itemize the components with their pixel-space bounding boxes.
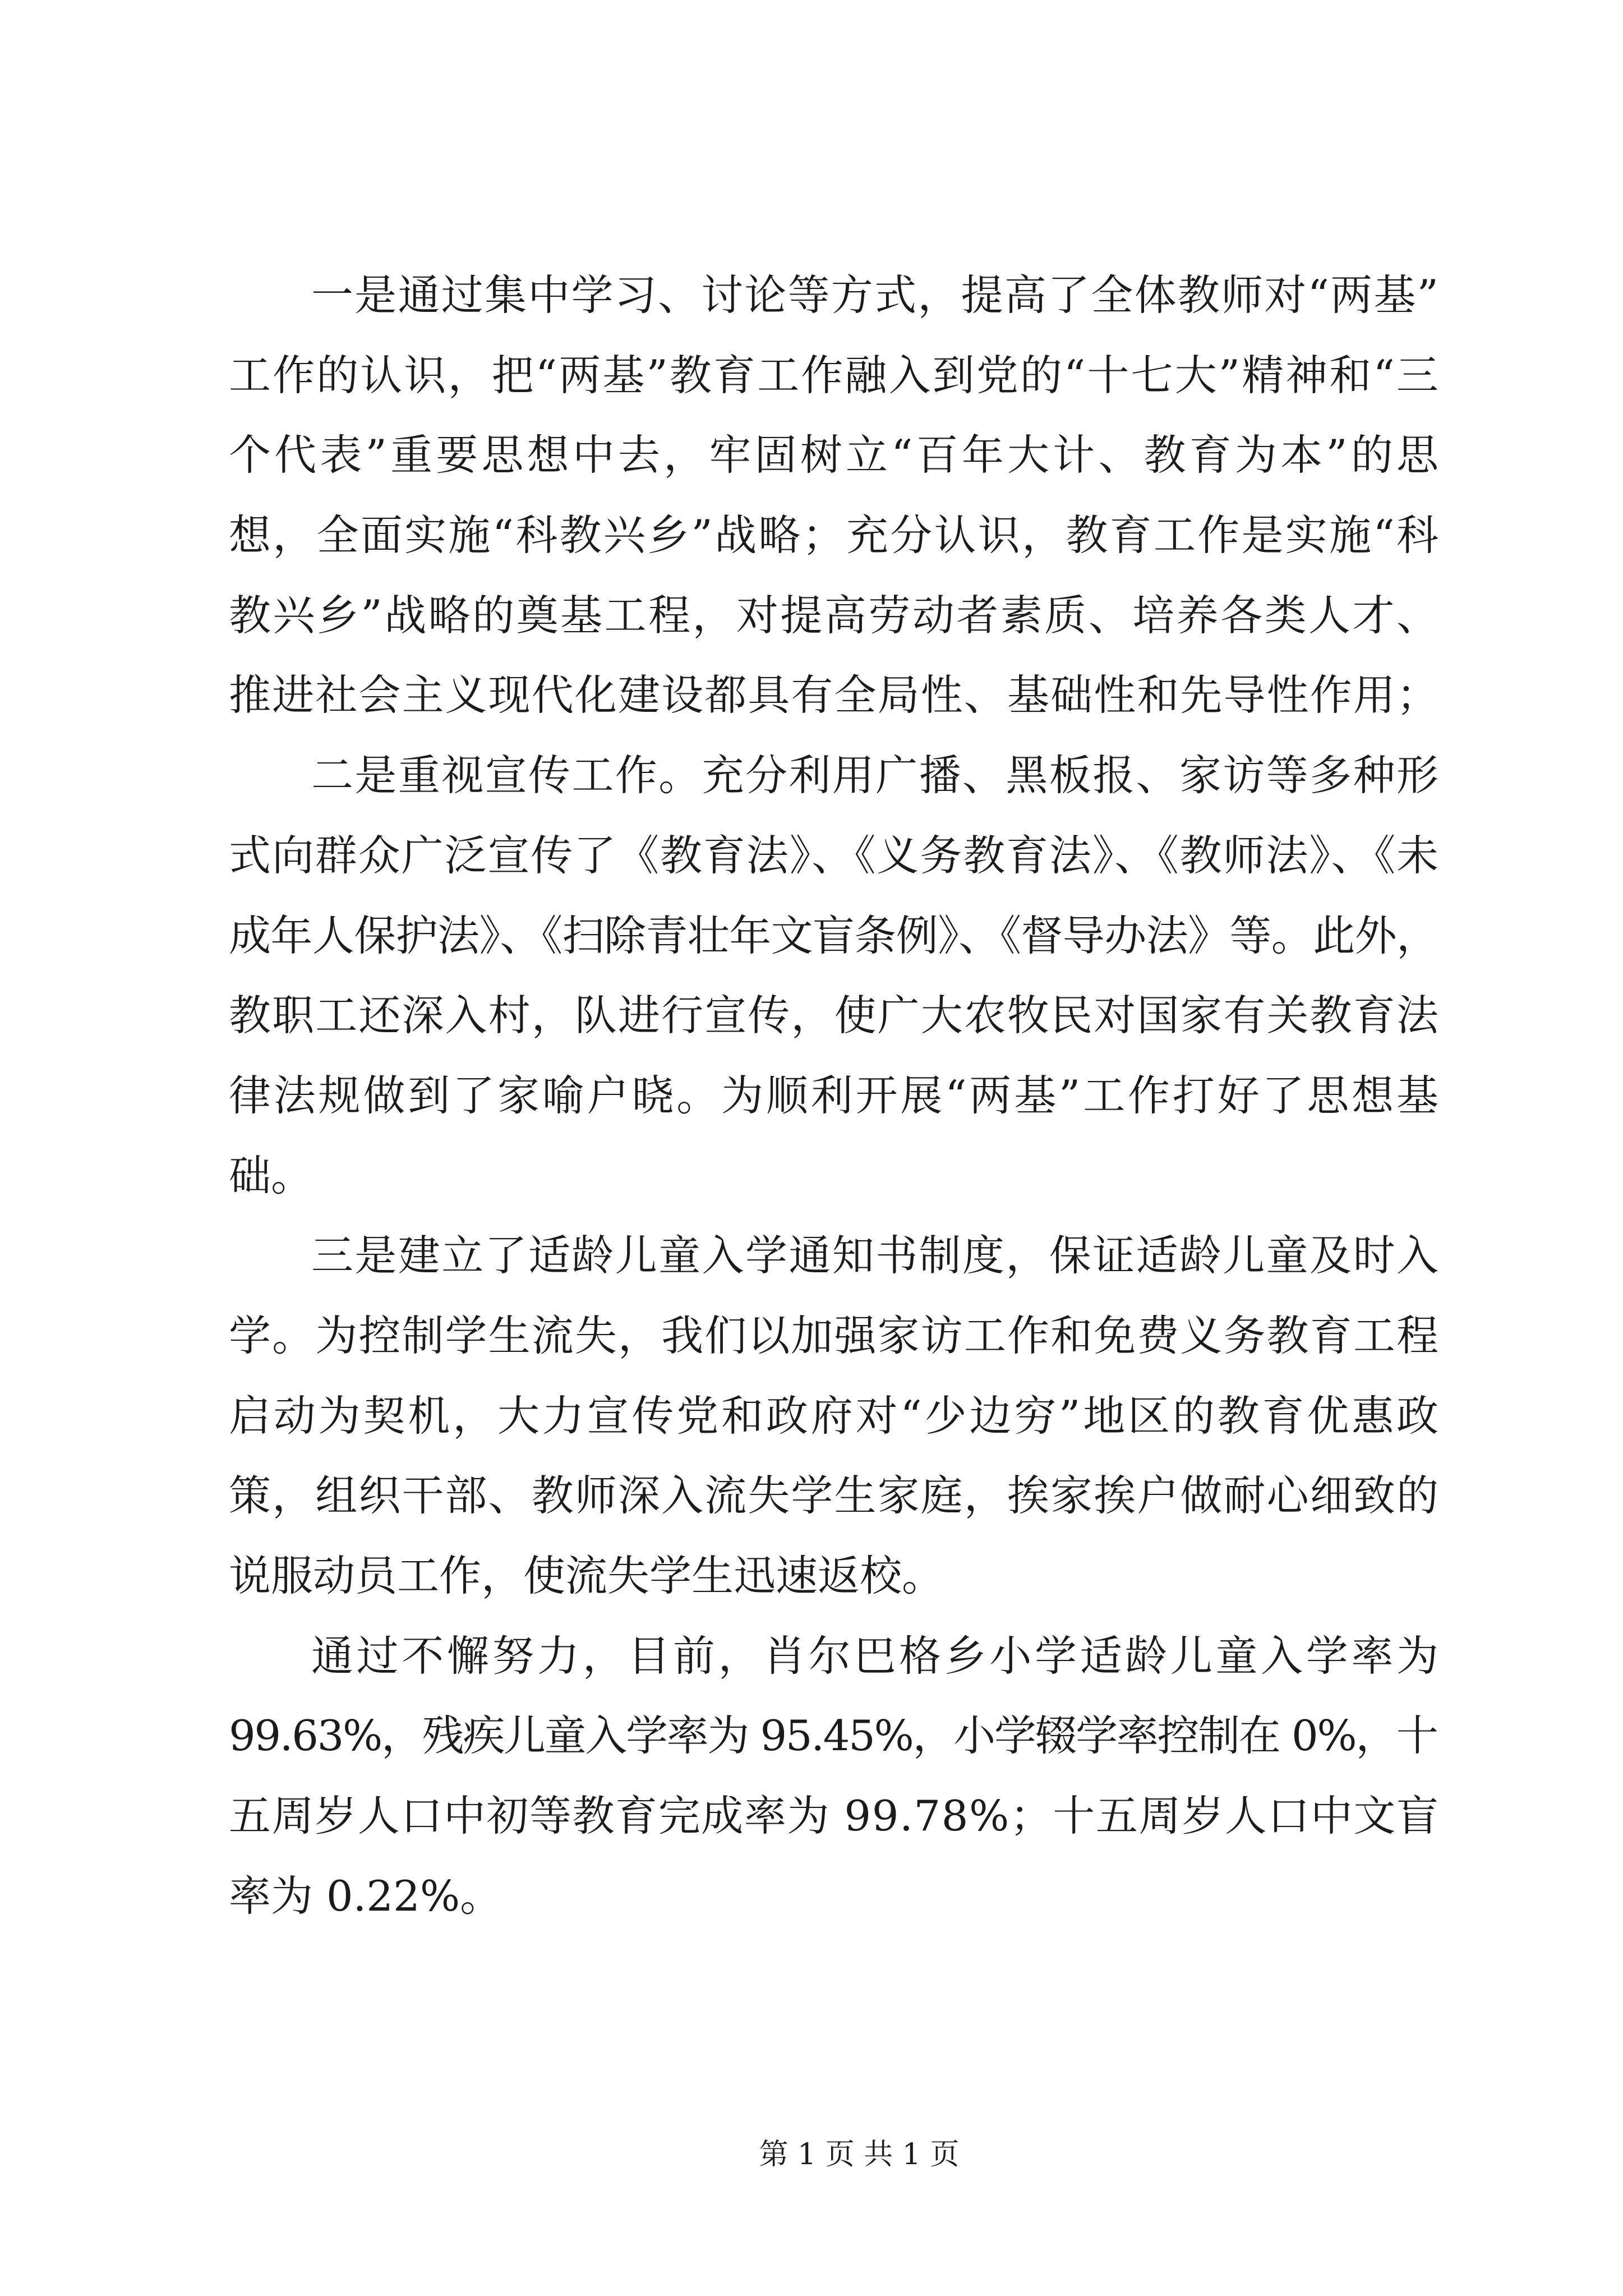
paragraph	[229, 1216, 1441, 1616]
paragraph	[229, 255, 1442, 735]
page-footer	[759, 2138, 960, 2171]
line-text: 式向群众广泛宣传了《教育法》、《义务教育法》、《教师法》、《未	[229, 830, 1440, 880]
text-line	[229, 1776, 1438, 1856]
page-number: 第 1 页 共 1 页	[759, 2138, 960, 2171]
line-text: 率为 0.22%。	[229, 1871, 502, 1921]
document-body	[229, 255, 1442, 1936]
text-line	[229, 735, 1438, 816]
line-text: 策，组织干部、教师深入流失学生家庭，挨家挨户做耐心细致的	[229, 1471, 1440, 1521]
text-line	[229, 1216, 1438, 1296]
paragraph	[229, 1616, 1442, 1936]
text-line	[229, 1616, 1442, 1696]
text-line	[229, 1696, 1438, 1776]
paragraph	[229, 735, 1441, 1216]
text-line	[229, 1296, 1438, 1376]
line-text: 学。为控制学生流失，我们以加强家访工作和免费义务教育工程	[229, 1310, 1440, 1360]
line-text: 二是重视宣传工作。充分利用广播、黑板报、家访等多种形	[311, 751, 1440, 800]
line-text: 教兴乡”战略的奠基工程，对提高劳动者素质、培养各类人才、	[229, 590, 1441, 640]
line-text: 说服动员工作，使流失学生迅速返校。	[229, 1551, 944, 1600]
text-line	[229, 976, 1438, 1056]
text-line	[229, 255, 1438, 335]
line-text: 三是建立了适龄儿童入学通知书制度，保证适龄儿童及时入	[311, 1231, 1440, 1281]
text-line	[229, 816, 1438, 896]
text-line	[229, 1456, 1438, 1536]
text-line	[229, 415, 1442, 495]
line-text: 础。	[229, 1151, 313, 1200]
line-text: 一是通过集中学习、讨论等方式，提高了全体教师对“两基”	[311, 270, 1440, 320]
text-line	[229, 896, 1438, 976]
text-line	[229, 495, 1441, 576]
text-line	[229, 1536, 1438, 1616]
text-line	[229, 1376, 1441, 1456]
text-line	[229, 1856, 1438, 1936]
line-text: 教职工还深入村，队进行宣传，使广大农牧民对国家有关教育法	[229, 991, 1440, 1041]
text-line	[229, 655, 1438, 735]
text-line	[229, 576, 1441, 656]
text-line	[229, 335, 1441, 416]
line-text: 通过不懈努力，目前，肖尔巴格乡小学适龄儿童入学率为	[311, 1631, 1442, 1681]
line-text: 启动为契机，大力宣传党和政府对“少边穷”地区的教育优惠政	[229, 1391, 1441, 1441]
line-text: 推进社会主义现代化建设都具有全局性、基础性和先导性作用；	[229, 670, 1440, 720]
text-line	[229, 1136, 1438, 1216]
line-text: 想，全面实施“科教兴乡”战略；充分认识，教育工作是实施“科	[229, 510, 1441, 560]
text-line	[229, 1056, 1441, 1136]
line-text: 个代表”重要思想中去，牢固树立“百年大计、教育为本”的思	[229, 430, 1442, 480]
line-text: 五周岁人口中初等教育完成率为 99.78%；十五周岁人口中文盲	[229, 1791, 1440, 1841]
line-text: 成年人保护法》、《扫除青壮年文盲条例》、《督导办法》等。此外，	[229, 910, 1438, 960]
line-text: 律法规做到了家喻户晓。为顺利开展“两基”工作打好了思想基	[229, 1070, 1441, 1120]
line-text: 99.63%，残疾儿童入学率为 95.45%，小学辍学率控制在 0%，十	[229, 1711, 1437, 1761]
line-text: 工作的认识，把“两基”教育工作融入到党的“十七大”精神和“三	[229, 350, 1441, 400]
